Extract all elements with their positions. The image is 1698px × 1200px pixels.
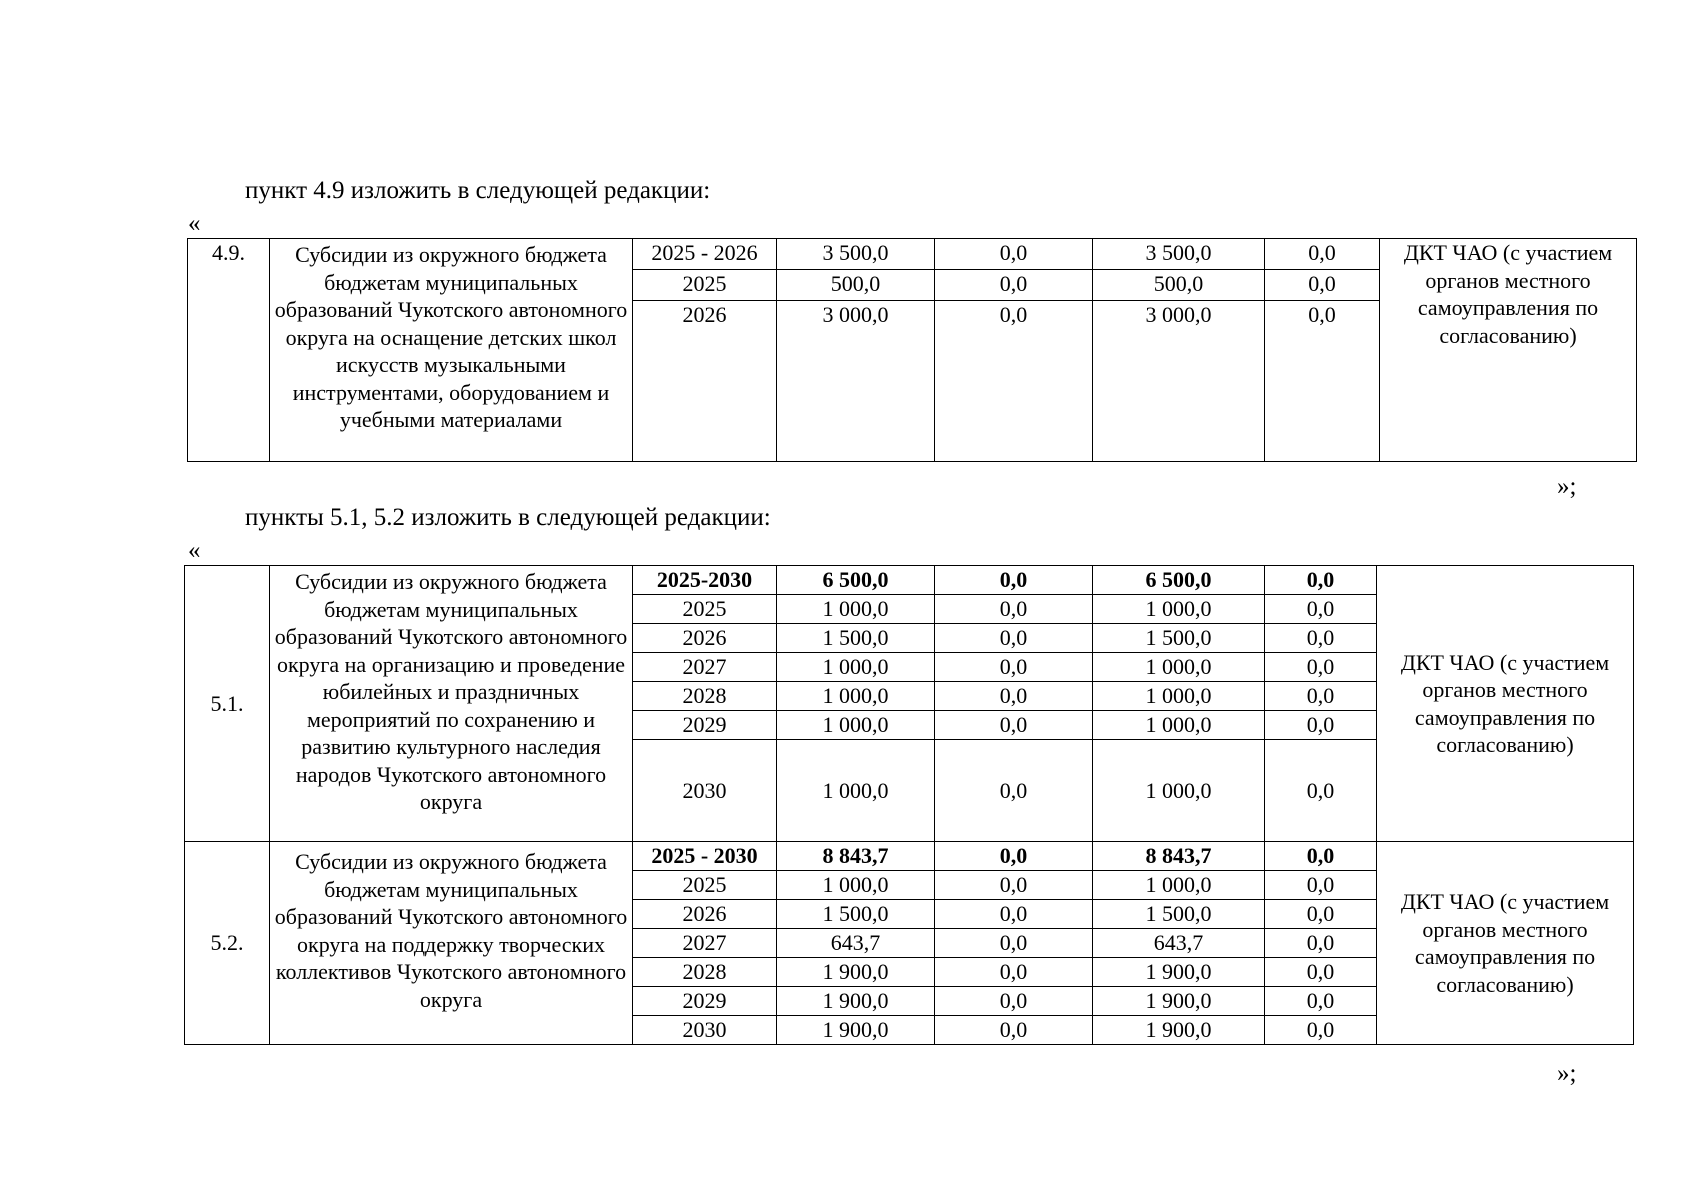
year-cell: 2026	[633, 301, 777, 462]
table-item-4-9	[187, 238, 1637, 462]
other-cell: 0,0	[1265, 595, 1377, 624]
federal-cell: 0,0	[935, 682, 1093, 711]
item-number: 5.2.	[185, 842, 270, 1045]
total-cell: 1 000,0	[777, 682, 935, 711]
federal-cell: 0,0	[935, 958, 1093, 987]
year-cell: 2025	[633, 595, 777, 624]
other-cell: 0,0	[1265, 842, 1377, 871]
total-cell: 1 000,0	[777, 740, 935, 842]
item-description: Субсидии из окружного бюджета бюджетам муниципальных образований Чукотского автономного округа на поддержку творческих коллективов Чукотского автономного округа	[270, 842, 633, 1045]
year-cell: 2029	[633, 711, 777, 740]
other-cell: 0,0	[1265, 566, 1377, 595]
other-cell: 0,0	[1265, 653, 1377, 682]
regional-cell: 1 900,0	[1093, 1016, 1265, 1045]
federal-cell: 0,0	[935, 929, 1093, 958]
item-executor: ДКТ ЧАО (с участием органов местного самоуправления по согласованию)	[1380, 239, 1637, 462]
other-cell: 0,0	[1265, 624, 1377, 653]
other-cell: 0,0	[1265, 301, 1380, 462]
federal-cell: 0,0	[935, 239, 1093, 270]
table-items-5-1-5-2	[184, 565, 1634, 1045]
other-cell: 0,0	[1265, 871, 1377, 900]
item-description: Субсидии из окружного бюджета бюджетам муниципальных образований Чукотского автономного округа на организацию и проведение юбилейных и праздничных мероприятий по сохранению и развитию культурного наследия народов Чукотского автономного округа	[270, 566, 633, 842]
year-cell: 2030	[633, 740, 777, 842]
federal-cell: 0,0	[935, 900, 1093, 929]
other-cell: 0,0	[1265, 900, 1377, 929]
total-cell: 1 500,0	[777, 900, 935, 929]
year-cell: 2028	[633, 958, 777, 987]
other-cell: 0,0	[1265, 740, 1377, 842]
regional-cell: 1 500,0	[1093, 624, 1265, 653]
other-cell: 0,0	[1265, 929, 1377, 958]
closing-quote: »;	[1557, 473, 1577, 500]
intro-text-5-1-5-2: пункты 5.1, 5.2 изложить в следующей редакции:	[245, 504, 771, 531]
opening-quote: «	[188, 537, 201, 564]
total-cell: 1 900,0	[777, 1016, 935, 1045]
other-cell: 0,0	[1265, 987, 1377, 1016]
regional-cell: 1 000,0	[1093, 871, 1265, 900]
intro-text-4-9: пункт 4.9 изложить в следующей редакции:	[245, 177, 711, 204]
total-cell: 3 000,0	[777, 301, 935, 462]
total-cell: 1 000,0	[777, 653, 935, 682]
federal-cell: 0,0	[935, 653, 1093, 682]
regional-cell: 3 000,0	[1093, 301, 1265, 462]
regional-cell: 643,7	[1093, 929, 1265, 958]
regional-cell: 8 843,7	[1093, 842, 1265, 871]
federal-cell: 0,0	[935, 740, 1093, 842]
total-cell: 8 843,7	[777, 842, 935, 871]
other-cell: 0,0	[1265, 1016, 1377, 1045]
total-cell: 1 500,0	[777, 624, 935, 653]
year-cell: 2025 - 2030	[633, 842, 777, 871]
regional-cell: 1 000,0	[1093, 682, 1265, 711]
table-row	[185, 566, 1634, 595]
federal-cell: 0,0	[935, 711, 1093, 740]
closing-quote: »;	[1557, 1060, 1577, 1087]
federal-cell: 0,0	[935, 566, 1093, 595]
federal-cell: 0,0	[935, 1016, 1093, 1045]
federal-cell: 0,0	[935, 595, 1093, 624]
year-cell: 2026	[633, 900, 777, 929]
year-cell: 2027	[633, 929, 777, 958]
federal-cell: 0,0	[935, 624, 1093, 653]
year-cell: 2028	[633, 682, 777, 711]
regional-cell: 1 000,0	[1093, 595, 1265, 624]
other-cell: 0,0	[1265, 239, 1380, 270]
item-executor: ДКТ ЧАО (с участием органов местного самоуправления по согласованию)	[1377, 566, 1634, 842]
federal-cell: 0,0	[935, 270, 1093, 301]
opening-quote: «	[188, 210, 201, 237]
federal-cell: 0,0	[935, 842, 1093, 871]
year-cell: 2029	[633, 987, 777, 1016]
regional-cell: 6 500,0	[1093, 566, 1265, 595]
year-cell: 2025-2030	[633, 566, 777, 595]
year-cell: 2025 - 2026	[633, 239, 777, 270]
table-row	[185, 842, 1634, 871]
federal-cell: 0,0	[935, 301, 1093, 462]
regional-cell: 500,0	[1093, 270, 1265, 301]
item-number: 4.9.	[188, 239, 270, 462]
regional-cell: 1 000,0	[1093, 740, 1265, 842]
total-cell: 643,7	[777, 929, 935, 958]
year-cell: 2026	[633, 624, 777, 653]
total-cell: 1 000,0	[777, 871, 935, 900]
other-cell: 0,0	[1265, 270, 1380, 301]
item-number: 5.1.	[185, 566, 270, 842]
regional-cell: 1 000,0	[1093, 711, 1265, 740]
other-cell: 0,0	[1265, 711, 1377, 740]
year-cell: 2025	[633, 871, 777, 900]
regional-cell: 3 500,0	[1093, 239, 1265, 270]
total-cell: 500,0	[777, 270, 935, 301]
other-cell: 0,0	[1265, 958, 1377, 987]
year-cell: 2027	[633, 653, 777, 682]
year-cell: 2025	[633, 270, 777, 301]
regional-cell: 1 000,0	[1093, 653, 1265, 682]
item-executor: ДКТ ЧАО (с участием органов местного самоуправления по согласованию)	[1377, 842, 1634, 1045]
table-row	[188, 239, 1637, 270]
total-cell: 1 900,0	[777, 987, 935, 1016]
year-cell: 2030	[633, 1016, 777, 1045]
regional-cell: 1 900,0	[1093, 987, 1265, 1016]
item-description: Субсидии из окружного бюджета бюджетам муниципальных образований Чукотского автономного округа на оснащение детских школ искусств музыкальными инструментами, оборудованием и учебными материалами	[270, 239, 633, 462]
regional-cell: 1 900,0	[1093, 958, 1265, 987]
total-cell: 6 500,0	[777, 566, 935, 595]
total-cell: 1 000,0	[777, 595, 935, 624]
regional-cell: 1 500,0	[1093, 900, 1265, 929]
total-cell: 3 500,0	[777, 239, 935, 270]
federal-cell: 0,0	[935, 987, 1093, 1016]
federal-cell: 0,0	[935, 871, 1093, 900]
other-cell: 0,0	[1265, 682, 1377, 711]
total-cell: 1 000,0	[777, 711, 935, 740]
total-cell: 1 900,0	[777, 958, 935, 987]
